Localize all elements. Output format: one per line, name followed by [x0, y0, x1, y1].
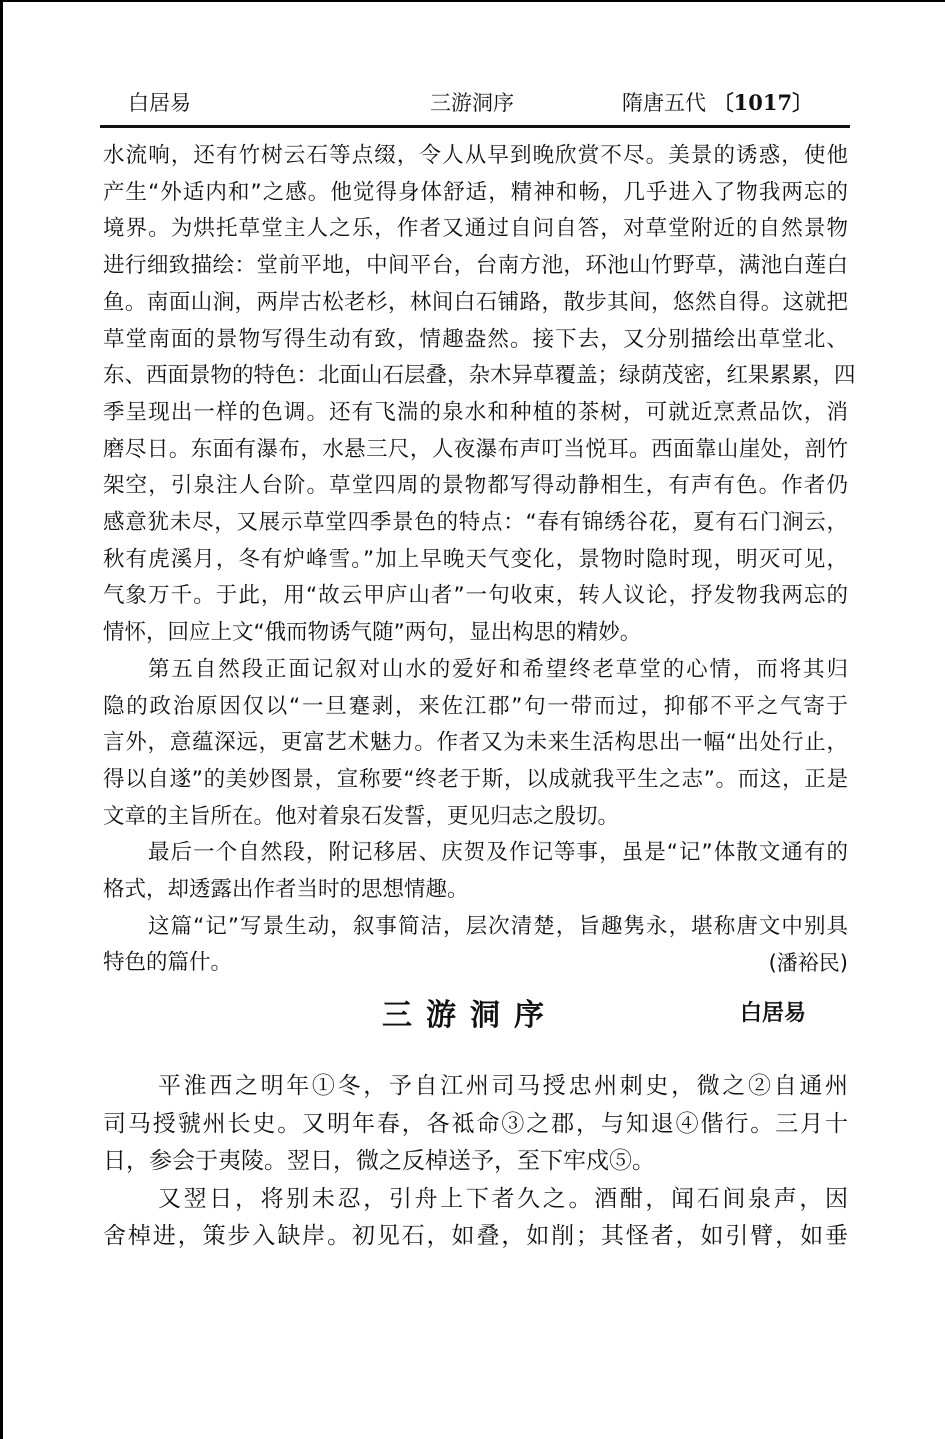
text-line: 产生“外适内和”之感。他觉得身体舒适，精神和畅，几乎进入了物我两忘的: [103, 179, 848, 205]
article-line: 平淮西之明年①冬，予自江州司马授忠州刺史，微之②自通州: [158, 1073, 848, 1099]
running-header-title: 三游洞序: [430, 91, 514, 115]
article-line: 司马授虢州长史。又明年春，各祗命③之郡，与知退④偕行。三月十: [103, 1110, 848, 1137]
text-line: 磨尽日。东面有瀑布，水悬三尺，人夜瀑布声叮当悦耳。西面靠山崖处，剖竹: [103, 436, 848, 462]
text-line: 进行细致描绘：堂前平地，中间平台，台南方池，环池山竹野草，满池白莲白: [103, 253, 848, 279]
page-number: 〔1017〕: [712, 90, 814, 115]
text-line: 文章的主旨所在。他对着泉石发誓，更见归志之殷切。: [103, 803, 620, 829]
text-line: 情怀，回应上文“俄而物诱气随”两句，显出构思的精妙。: [103, 620, 642, 646]
text-line: 东、西面景物的特色：北面山石层叠，杂木异草覆盖；绿荫茂密，红果累累，四: [103, 363, 856, 389]
scan-border-left: [0, 0, 3, 1439]
article-line: 又翌日，将别未忍，引舟上下者久之。酒酣，闻石间泉声，因: [158, 1185, 848, 1212]
text-line: 气象万千。于此，用“故云甲庐山者”一句收束，转人议论，抒发物我两忘的: [103, 583, 848, 609]
text-line: 季呈现出一样的色调。还有飞湍的泉水和种植的茶树，可就近烹煮品饮，消: [103, 399, 848, 425]
text-line: 感意犹未尽，又展示草堂四季景色的特点：“春有锦绣谷花，夏有石门涧云，: [103, 510, 848, 535]
text-line: 鱼。南面山涧，两岸古松老杉，林间白石铺路，散步其间，悠然自得。这就把: [103, 289, 848, 315]
article-line: 舍棹进，策步入缺岸。初见石，如叠，如削；其怪者，如引臂，如垂: [103, 1223, 848, 1249]
text-line: 特色的篇什。: [103, 950, 233, 976]
commentary-signature: (潘裕民): [768, 951, 848, 976]
header-rule: [100, 125, 850, 128]
text-line: 架空，引泉注人台阶。草堂四周的景物都写得动静相生，有声有色。作者仍: [103, 473, 848, 499]
article-line: 日，参会于夷陵。翌日，微之反棹送予，至下牢戍⑤。: [103, 1148, 655, 1174]
text-line: 隐的政治原因仅以“一旦蹇剥，来佐江郡”句一带而过，抑郁不平之气寄于: [103, 693, 848, 719]
running-header-author: 白居易: [128, 91, 191, 115]
text-line: 水流响，还有竹树云石等点缀，令人从早到晚欣赏不尽。美景的诱惑，使他: [103, 143, 848, 168]
text-line: 草堂南面的景物写得生动有致，情趣盎然。接下去，又分别描绘出草堂北、: [103, 326, 848, 352]
text-line: 秋有虎溪月，冬有炉峰雪。”加上早晚天气变化，景物时隐时现，明灭可见，: [103, 546, 848, 572]
article-title: 三游洞序: [382, 998, 558, 1033]
article-author: 白居易: [740, 1001, 807, 1026]
text-line: 最后一个自然段，附记移居、庆贺及作记等事，虽是“记”体散文通有的: [148, 840, 848, 866]
text-line: 言外，意蕴深远，更富艺术魅力。作者又为未来生活构思出一幅“出处行止，: [103, 730, 848, 756]
text-line: 格式，却透露出作者当时的思想情趣。: [103, 877, 469, 902]
text-line: 这篇“记”写景生动，叙事简洁，层次清楚，旨趣隽永，堪称唐文中别具: [148, 913, 848, 939]
text-line: 境界。为烘托草堂主人之乐，作者又通过自问自答，对草堂附近的自然景物: [103, 216, 848, 242]
text-line: 第五自然段正面记叙对山水的爱好和希望终老草堂的心情，而将其归: [148, 656, 848, 682]
text-line: 得以自遂”的美妙图景，宣称要“终老于斯，以成就我平生之志”。而这，正是: [103, 766, 848, 792]
section-name: 隋唐五代: [622, 91, 706, 115]
scan-border-top: [0, 0, 945, 2]
running-header-section: [622, 88, 813, 118]
